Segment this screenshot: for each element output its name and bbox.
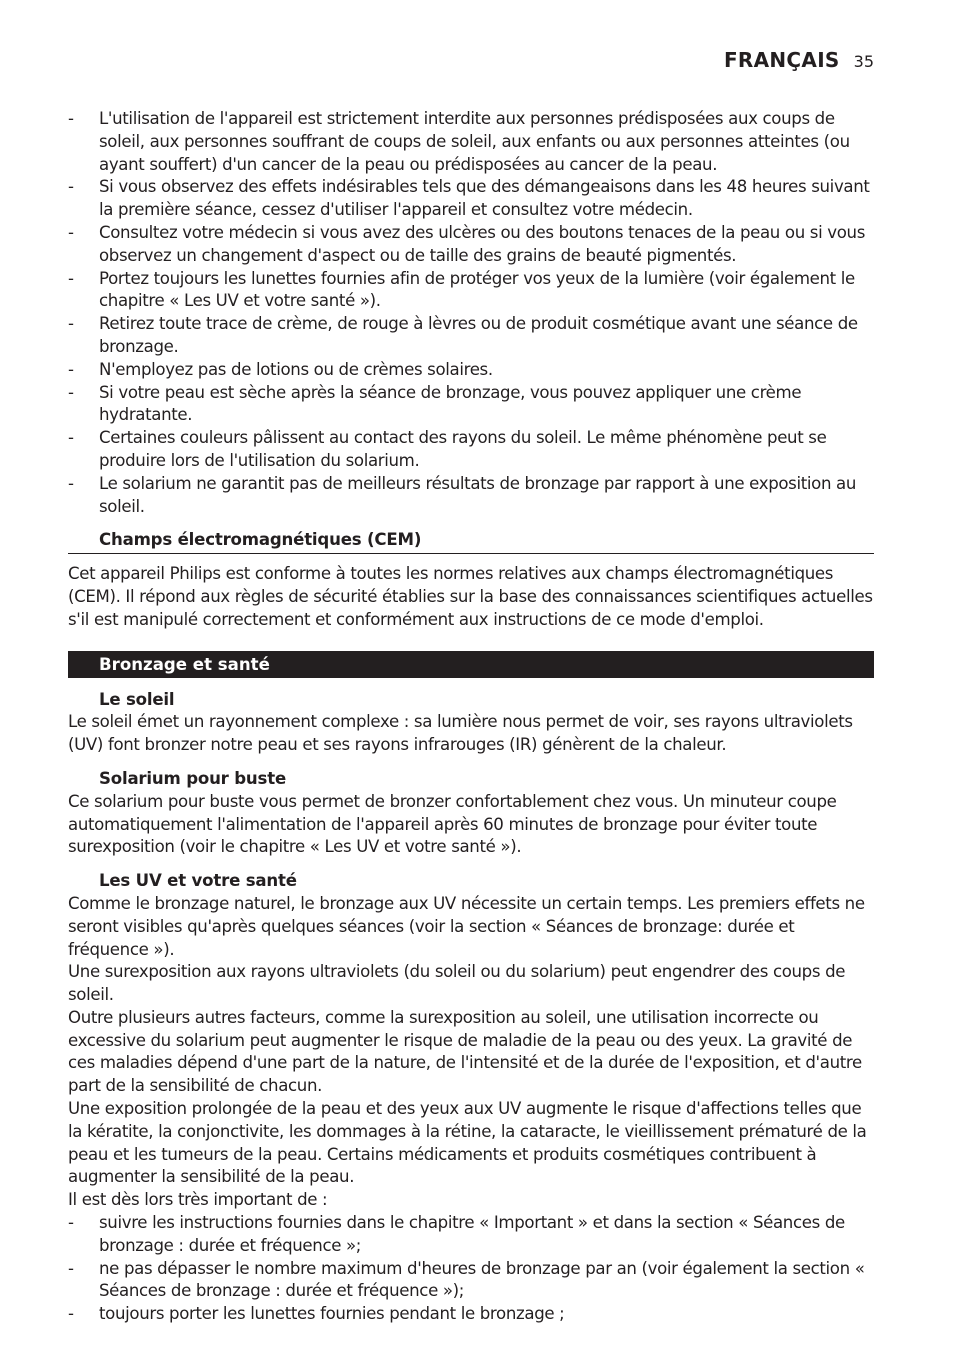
uv-paragraph-2: Une surexposition aux rayons ultraviolets (du soleil ou du solarium) peut engendrer des coups de soleil.	[68, 962, 846, 1005]
list-item: - suivre les instructions fournies dans le chapitre « Important » et dans la section « Séances de bronzage : durée et fréquence »;	[68, 1212, 874, 1258]
list-item: - Retirez toute trace de crème, de rouge à lèvres ou de produit cosmétique avant une séance de bronzage.	[68, 313, 874, 359]
solarium-heading: Solarium pour buste	[99, 768, 286, 788]
emf-paragraph: Cet appareil Philips est conforme à toutes les normes relatives aux champs électromagnétiques (CEM). Il répond aux règles de sécurité établies sur la base des connaissances scientifiques actuelles s'il est manipulé correctement et conformément aux instructions de ce mode d'emploi.	[68, 564, 873, 629]
page-content	[68, 108, 874, 1326]
list-item: - N'employez pas de lotions ou de crèmes solaires.	[68, 359, 874, 382]
emf-heading: Champs électromagnétiques (CEM)	[68, 529, 874, 554]
solarium-paragraph: Ce solarium pour buste vous permet de bronzer confortablement chez vous. Un minuteur coupe automatiquement l'alimentation de l'appareil après 60 minutes de bronzage pour éviter toute surexposition (voir le chapitre « Les UV et votre santé »).	[68, 791, 837, 857]
uv-paragraph-1: Comme le bronzage naturel, le bronzage aux UV nécessite un certain temps. Les premiers effets ne seront visibles qu'après quelques séances (voir la section « Séances de bronzage: durée et fréquence »).	[68, 893, 865, 959]
section-language-label: FRANÇAIS	[723, 48, 840, 72]
sun-heading: Le soleil	[99, 689, 175, 709]
uv-paragraph-5: Il est dès lors très important de :	[68, 1190, 328, 1210]
list-item: - Certaines couleurs pâlissent au contact des rayons du soleil. Le même phénomène peut se produire lors de l'utilisation du solarium.	[68, 427, 874, 473]
list-item: - Consultez votre médecin si vous avez des ulcères ou des boutons tenaces de la peau ou si vous observez un changement d'aspect ou de taille des grains de beauté pigmentés.	[68, 222, 874, 268]
list-item: - L'utilisation de l'appareil est strictement interdite aux personnes prédisposées aux coups de soleil, aux personnes souffrant de coups de soleil, aux enfants ou aux personnes atteintes (ou ayant souffert) d'un cancer de la peau ou prédisposées au cancer de la peau.	[68, 108, 874, 176]
section-band-title: Bronzage et santé	[68, 651, 874, 678]
list-item: - Le solarium ne garantit pas de meilleurs résultats de bronzage par rapport à une exposition au soleil.	[68, 473, 874, 519]
list-item: - Portez toujours les lunettes fournies afin de protéger vos yeux de la lumière (voir également le chapitre « Les UV et votre santé »).	[68, 268, 874, 314]
list-item: - ne pas dépasser le nombre maximum d'heures de bronzage par an (voir également la section « Séances de bronzage : durée et fréquence »);	[68, 1258, 874, 1304]
uv-paragraph-4: Une exposition prolongée de la peau et des yeux aux UV augmente le risque d'affections telles que la kératite, la conjonctivite, les dommages à la rétine, la cataracte, le vieillissement prématuré de la peau et les tumeurs de la peau. Certains médicaments et produits cosmétiques contribuent à augmenter la sensibilité de la peau.	[68, 1099, 867, 1187]
page-number: 35	[853, 52, 874, 71]
uv-list	[68, 1212, 874, 1326]
list-item: - toujours porter les lunettes fournies pendant le bronzage ;	[68, 1303, 874, 1326]
warnings-list	[68, 108, 874, 518]
list-item: - Si votre peau est sèche après la séance de bronzage, vous pouvez appliquer une crème hydratante.	[68, 382, 874, 428]
sun-paragraph: Le soleil émet un rayonnement complexe : sa lumière nous permet de voir, ses rayons ultraviolets (UV) font bronzer notre peau et ses rayons infrarouges (IR) génèrent de la chaleur.	[68, 712, 853, 755]
uv-paragraph-3: Outre plusieurs autres facteurs, comme la surexposition au soleil, une utilisation incorrecte ou excessive du solarium peut augmenter le risque de maladie de la peau ou des yeux. La gravité de ces maladies dépend d'une part de la nature, de l'intensité et de la durée de l'exposition, et d'autre part de la sensibilité de chacun.	[68, 1007, 862, 1096]
page-header	[724, 48, 874, 72]
list-item: - Si vous observez des effets indésirables tels que des démangeaisons dans les 48 heures suivant la première séance, cessez d'utiliser l'appareil et consultez votre médecin.	[68, 176, 874, 222]
uv-heading: Les UV et votre santé	[99, 871, 297, 891]
